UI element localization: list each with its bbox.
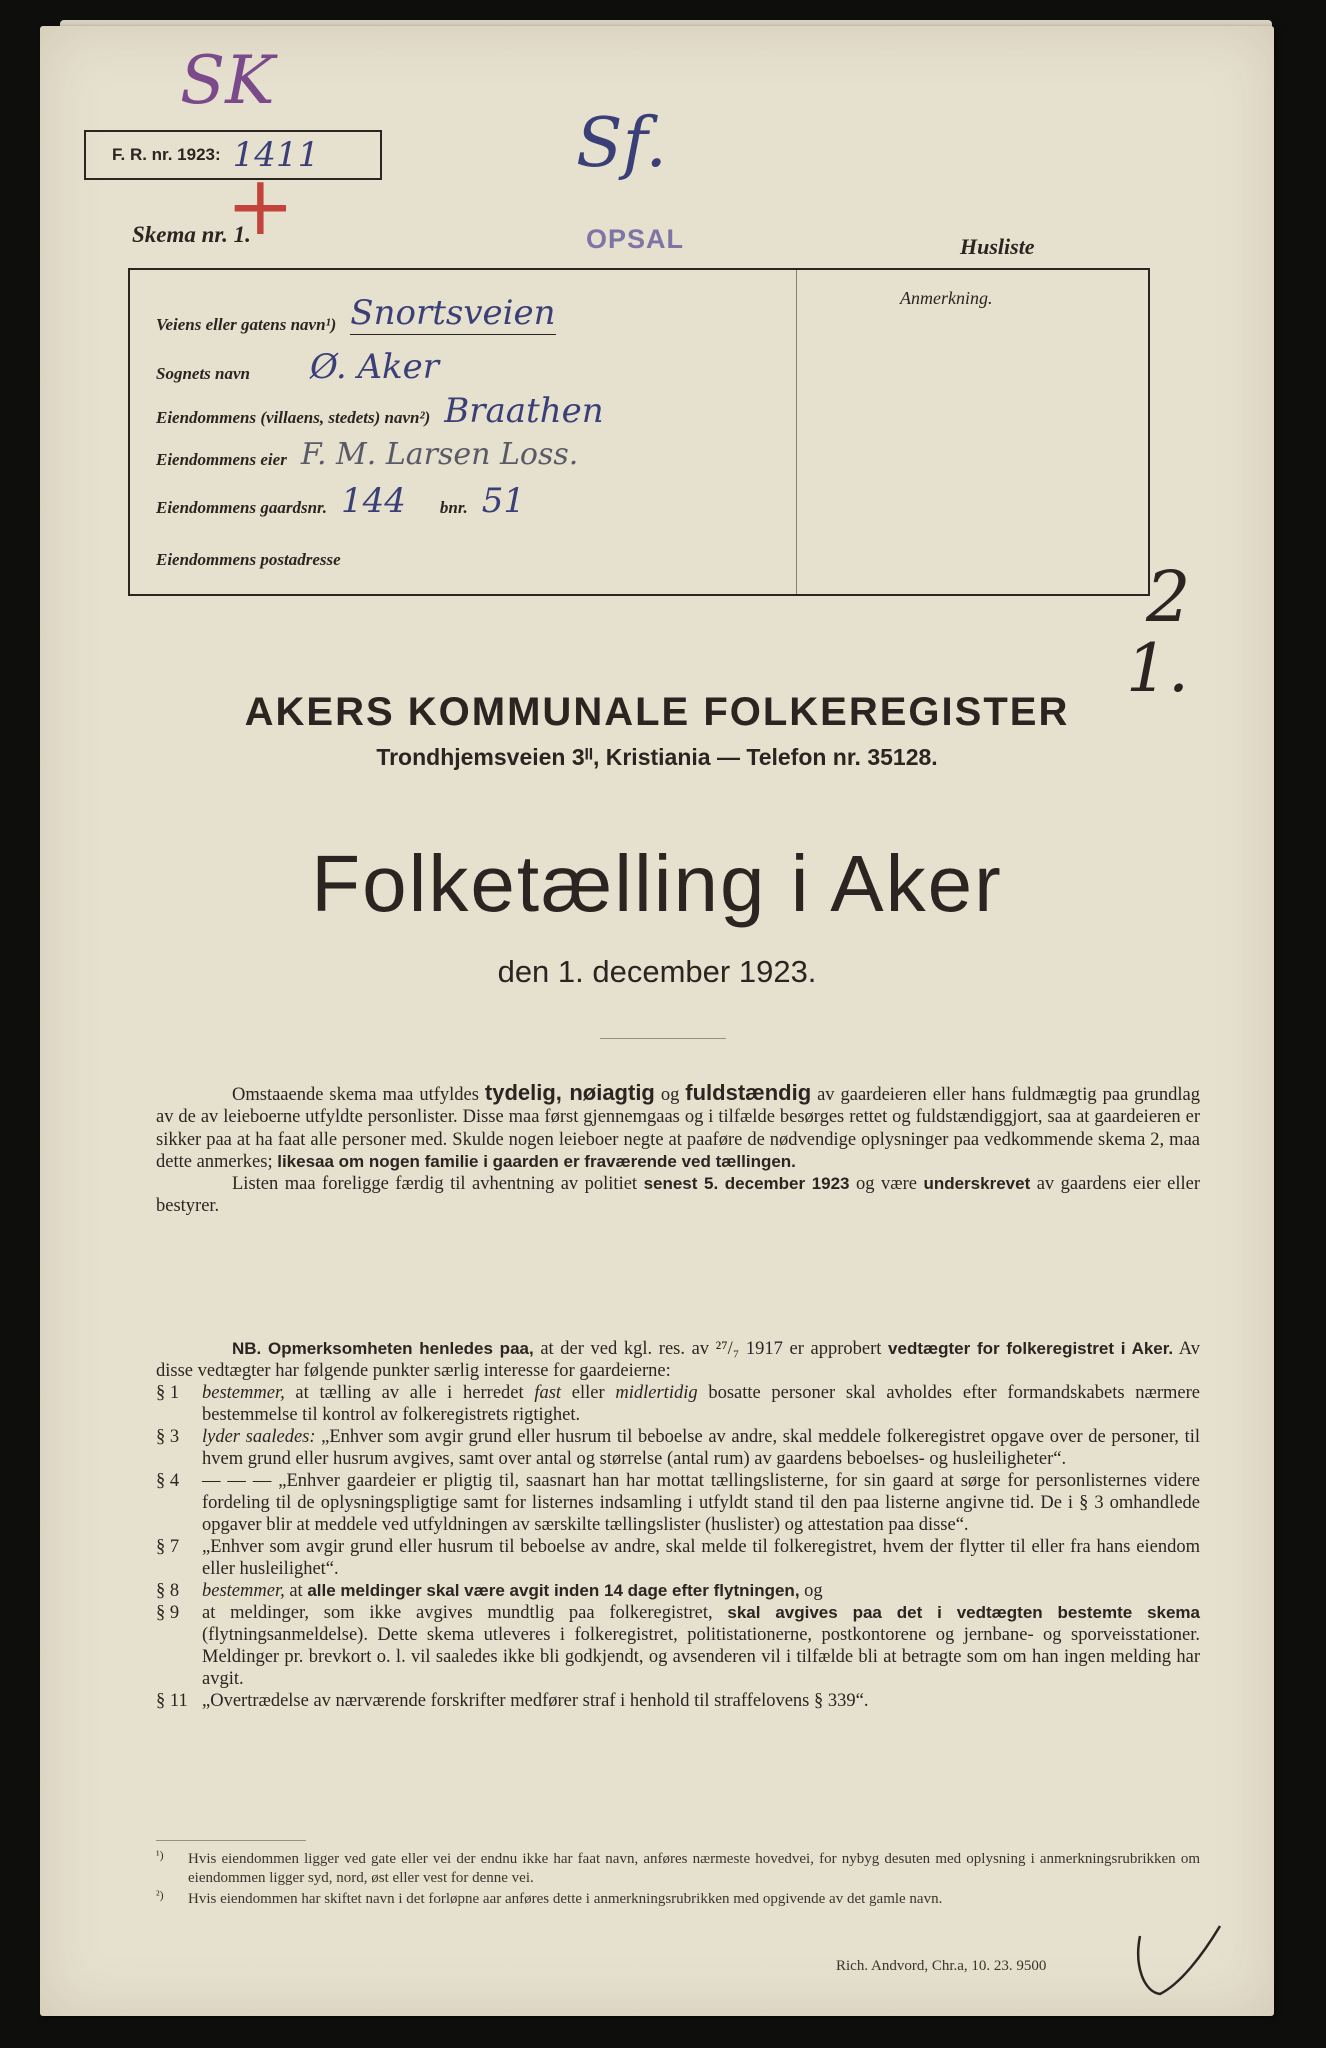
- opsal-stamp: OPSAL: [586, 224, 685, 254]
- section-1-text-c: bosatte personer skal avholdes efter formandskabets nærmere bestemmelse til kontrol av folkeregistrets rigtighet.: [202, 1383, 1200, 1425]
- farm-number-row: [156, 481, 526, 521]
- footnotes: [156, 1850, 1200, 1910]
- intro-deadline: senest 5. december 1923: [643, 1173, 850, 1193]
- section-9-text-a: at meldinger, som ikke avgives mundtlig paa folkeregistret,: [202, 1603, 728, 1623]
- skema-label: Skema nr. 1.: [132, 222, 251, 247]
- footnote-1: [156, 1850, 1200, 1888]
- page-title: Folketælling i Aker: [311, 839, 1003, 928]
- section-8: [156, 1580, 1200, 1602]
- section-9-symbol: § 9: [156, 1603, 180, 1623]
- intro-text-3: av gaardeieren eller hans fuldmægtig paa grundlag av de av leieboerne utfyldte personlister. Disse maa først gjennemgaas og i tilfælde besørges rettet og fuldstændiggjort, saa at gaardeieren er sikker paa at ha faat alle personer med. Skulde nogen leieboer negte at paaføre de nødvendige oplysninger paa vedkommende skema 2, maa dette anmerkes;: [156, 1085, 1200, 1172]
- handwritten-check-mark: [1120, 1906, 1230, 2006]
- instructions-intro: [156, 1080, 1200, 1217]
- anmerkning-label: Anmerkning.: [900, 288, 993, 308]
- property-owner-row: [156, 437, 579, 472]
- footnote-2-symbol: ²): [156, 1887, 164, 1902]
- section-7: [156, 1536, 1200, 1580]
- census-form-sheet: [40, 26, 1274, 2016]
- section-4-symbol: § 4: [156, 1471, 180, 1491]
- postal-address-row: [156, 550, 355, 570]
- section-1: [156, 1382, 1200, 1426]
- section-11-symbol: § 11: [156, 1691, 188, 1711]
- intro-text-1: Omstaaende skema maa utfyldes: [232, 1085, 485, 1105]
- intro-bold-2: fuldstændig: [685, 1080, 812, 1105]
- organization-name: AKERS KOMMUNALE FOLKEREGISTER: [244, 690, 1070, 734]
- bnr-value: 51: [481, 481, 526, 521]
- fr-number-box: [84, 130, 382, 180]
- parish-row: [156, 347, 440, 387]
- intro-text-2: og: [654, 1085, 686, 1105]
- road-name-value: Snortsveien: [350, 293, 556, 333]
- section-1-text-a: at tælling av alle i herredet: [284, 1383, 535, 1403]
- margin-mark-1: 1.: [1126, 630, 1189, 707]
- intro-bold-3: likesaa om nogen familie i gaarden er fraværende ved tællingen.: [277, 1151, 796, 1171]
- printer-imprint: Rich. Andvord, Chr.a, 10. 23. 9500: [836, 1958, 1047, 1974]
- section-8-symbol: § 8: [156, 1581, 180, 1601]
- section-1-italic-3: midlertidig: [615, 1383, 698, 1403]
- footnote-1-text: Hvis eiendommen ligger ved gate eller vei der endnu ikke har faat navn, anføres nærmeste hovedvei, for nybyg desuten med oplysning i anmerkningsrubrikken om eiendommen ligger syd, nord, øst eller vest for denne vei.: [188, 1851, 1200, 1886]
- section-11: [156, 1690, 1200, 1712]
- section-8-italic: bestemmer,: [202, 1581, 285, 1601]
- farm-number-value: 144: [341, 481, 406, 521]
- form-divider: [796, 270, 797, 594]
- footnote-1-symbol: ¹): [156, 1848, 164, 1862]
- intro-bold-1: tydelig, nøiagtig: [484, 1080, 655, 1105]
- section-1-symbol: § 1: [156, 1383, 180, 1403]
- section-11-text: „Overtrædelse av nærværende forskrifter medfører straf i henhold til straffelovens § 339“.: [202, 1691, 869, 1711]
- road-name-row: [156, 293, 556, 335]
- organization-address: Trondhjemsveien 3ᴵᴵ, Kristiania — Telefon nr. 35128.: [376, 744, 938, 770]
- section-3: [156, 1426, 1200, 1470]
- parish-value: Ø. Aker: [310, 347, 440, 387]
- property-owner-label: Eiendommens eier: [156, 450, 287, 469]
- section-4-text: — — — „Enhver gaardeier er pligtig til, saasnart han har mottat tællingslisterne, for sin gaard at sørge for personlisternes videre fordeling til de oplysningspligtige samt for listernes indsamling i utfyldt stand til den paa listerne angivne tid. De i § 3 omhandlede opgaver blir at meddele ved utfyldningen av særskilte tællingslister (huslister) og attestation paa disse“.: [202, 1471, 1200, 1535]
- fr-number-label: F. R. nr. 1923:: [112, 145, 221, 164]
- property-info-box: [128, 268, 1150, 596]
- intro-signed: underskrevet: [923, 1173, 1031, 1193]
- handwritten-blue-mark: Sf.: [576, 104, 667, 183]
- husliste-label: Husliste: [960, 234, 1035, 259]
- section-8-text-a: at: [284, 1581, 308, 1601]
- farm-number-label: Eiendommens gaardsnr.: [156, 498, 327, 517]
- nb-lead: NB. Opmerksomheten henledes paa,: [232, 1339, 534, 1358]
- section-7-text: „Enhver som avgir grund eller husrum til beboelse av andre, skal melde til folkeregistret, hvem der flytter til eller fra hans eiendom eller husleilighet“.: [202, 1537, 1200, 1579]
- parish-label: Sognets navn: [156, 364, 250, 383]
- property-name-label: Eiendommens (villaens, stedets) navn²): [156, 408, 431, 427]
- section-3-symbol: § 3: [156, 1427, 180, 1447]
- section-8-text-c: og: [799, 1581, 823, 1601]
- road-name-label: Veiens eller gatens navn¹): [156, 315, 337, 334]
- handwritten-sk-mark: SK: [180, 42, 275, 119]
- intro-text-6: av gaardens eier eller bestyrer.: [156, 1173, 1200, 1217]
- section-7-symbol: § 7: [156, 1537, 180, 1557]
- fr-number-value: 1411: [232, 135, 320, 175]
- section-9: [156, 1602, 1200, 1690]
- section-1-italic-2: fast: [534, 1383, 562, 1403]
- nb-bold-2: vedtægter for folkeregistret i Aker.: [888, 1339, 1174, 1358]
- section-1-text-b: eller: [561, 1383, 616, 1403]
- footnote-rule: [156, 1840, 306, 1841]
- red-cross-mark: +: [226, 159, 295, 254]
- intro-text-4: Listen maa foreligge færdig til avhentning av politiet: [232, 1173, 644, 1194]
- bnr-label: bnr.: [439, 498, 468, 517]
- nb-text-1: at der ved kgl. res. av ²⁷/₇ 1917 er approbert: [533, 1339, 889, 1359]
- section-4: [156, 1470, 1200, 1536]
- section-3-italic: lyder saaledes:: [202, 1427, 316, 1447]
- section-3-text: „Enhver som avgir grund eller husrum til beboelse av andre, skal meddele folkeregistret opgave over de personer, til hvem grund eller husrum avgives, samt over antal og størrelse (antal rum) av gaardens beboelses- og husleiligheter“.: [202, 1427, 1200, 1469]
- postal-address-label: Eiendommens postadresse: [156, 550, 341, 569]
- nb-text-2: Av disse vedtægter har følgende punkter særlig interesse for gaardeierne:: [156, 1339, 1200, 1381]
- margin-mark-2: 2: [1146, 556, 1191, 638]
- intro-text-5: og være: [849, 1173, 924, 1194]
- section-9-text-c: (flytningsanmeldelse). Dette skema utleveres i folkeregistret, politistationerne, postkontorene og jernbane- og sporveisstationer. Meldinger pr. brevkort o. l. vil saaledes ikke bli godkjendt, og avsenderen vil i tilfælde bli at betragte som om han ingen melding har avgit.: [202, 1625, 1200, 1689]
- section-9-bold: skal avgives paa det i vedtægten bestemte skema: [727, 1603, 1201, 1622]
- regulations-section: [156, 1338, 1200, 1712]
- property-name-row: [156, 391, 604, 431]
- divider-rule: [600, 1038, 726, 1039]
- section-1-italic: bestemmer,: [202, 1383, 285, 1403]
- property-owner-value: F. M. Larsen Loss.: [300, 437, 579, 472]
- property-name-value: Braathen: [444, 391, 604, 431]
- footnote-2-text: Hvis eiendommen har skiftet navn i det forløpne aar anføres dette i anmerkningsrubrikken med opgivende av det gamle navn.: [188, 1890, 943, 1907]
- census-date: den 1. december 1923.: [497, 954, 817, 989]
- section-8-bold: alle meldinger skal være avgit inden 14 dage efter flytningen,: [307, 1581, 800, 1600]
- footnote-2: [156, 1887, 1200, 1909]
